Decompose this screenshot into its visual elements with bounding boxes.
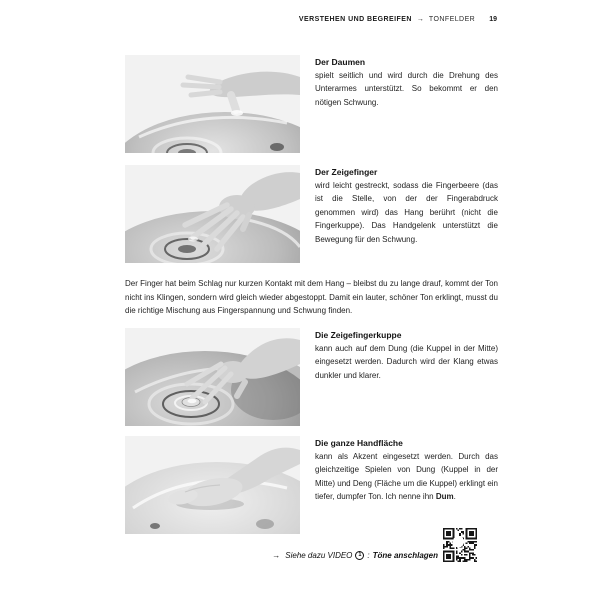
section-body: kann auch auf dem Dung (die Kuppel in der Mitte) eingesetzt werden. Dadurch wird der Klang etwas dunkler und klarer. (315, 344, 498, 380)
section-title: TONFELDER (428, 16, 476, 23)
qr-code-pattern (443, 528, 477, 562)
video-reference-label: Siehe dazu VIDEO (285, 551, 353, 560)
section-body-bold-term: Dum (435, 492, 454, 502)
chapter-title: VERSTEHEN UND BEGREIFEN (298, 16, 412, 23)
breadcrumb-arrow-icon: → (416, 16, 424, 23)
photo-index-finger-illustration (125, 165, 300, 263)
video-number-badge: 1 (355, 551, 364, 560)
section-der-daumen (315, 56, 498, 109)
photo-fingertip-dome (125, 328, 300, 426)
section-die-zeigefingerkuppe (315, 329, 498, 382)
photo-thumb (125, 55, 300, 153)
photo-fingertip-dome-illustration (125, 328, 300, 426)
photo-whole-palm (125, 436, 300, 534)
video-reference (272, 551, 438, 560)
section-body (315, 450, 498, 504)
section-der-zeigefinger (315, 166, 498, 246)
video-reference-colon: : (367, 551, 370, 560)
section-heading: Der Daumen (315, 57, 366, 67)
section-heading: Der Zeigefinger (315, 167, 378, 177)
footer-arrow-icon: → (272, 551, 281, 560)
photo-whole-palm-illustration (125, 436, 300, 534)
photo-thumb-illustration (125, 55, 300, 153)
running-head (299, 16, 497, 23)
section-body: spielt seitlich und wird durch die Drehung des Unterarmes unterstützt. So bekommt er den nötigen Schwung. (315, 71, 498, 107)
section-body: wird leicht gestreckt, sodass die Fingerbeere (das ist die Stelle, von der der Fingerabdruck genommen wird) das Hang berührt (nicht die Fingerkuppe). Das Handgelenk unterstützt die Bewegung für den Schwung. (315, 181, 498, 244)
section-die-ganze-handflaeche (315, 437, 498, 504)
video-title: Töne anschlagen (372, 551, 438, 560)
page-number: 19 (489, 16, 497, 23)
section-heading: Die Zeigefingerkuppe (315, 330, 402, 340)
section-body-text: kann als Akzent eingesetzt werden. Durch das gleichzeitige Spielen von Dung (Kuppel in der Mitte) und Deng (Fläche um die Kuppel) erklingt ein tiefer, dumpfer Ton. Ich nenne ihn (315, 452, 498, 502)
qr-code (443, 528, 477, 562)
intermediate-paragraph: Der Finger hat beim Schlag nur kurzen Kontakt mit dem Hang – bleibst du zu lange drauf, kommt der Ton nicht ins Klingen, sondern wird gleich wieder abgestoppt. Damit ein lauter, schöner Ton erklingt, musst du die richtige Mischung aus Fingerspannung und Schwung finden. (125, 279, 498, 316)
section-body-period: . (453, 492, 456, 502)
section-heading: Die ganze Handfläche (315, 438, 403, 448)
photo-index-finger (125, 165, 300, 263)
